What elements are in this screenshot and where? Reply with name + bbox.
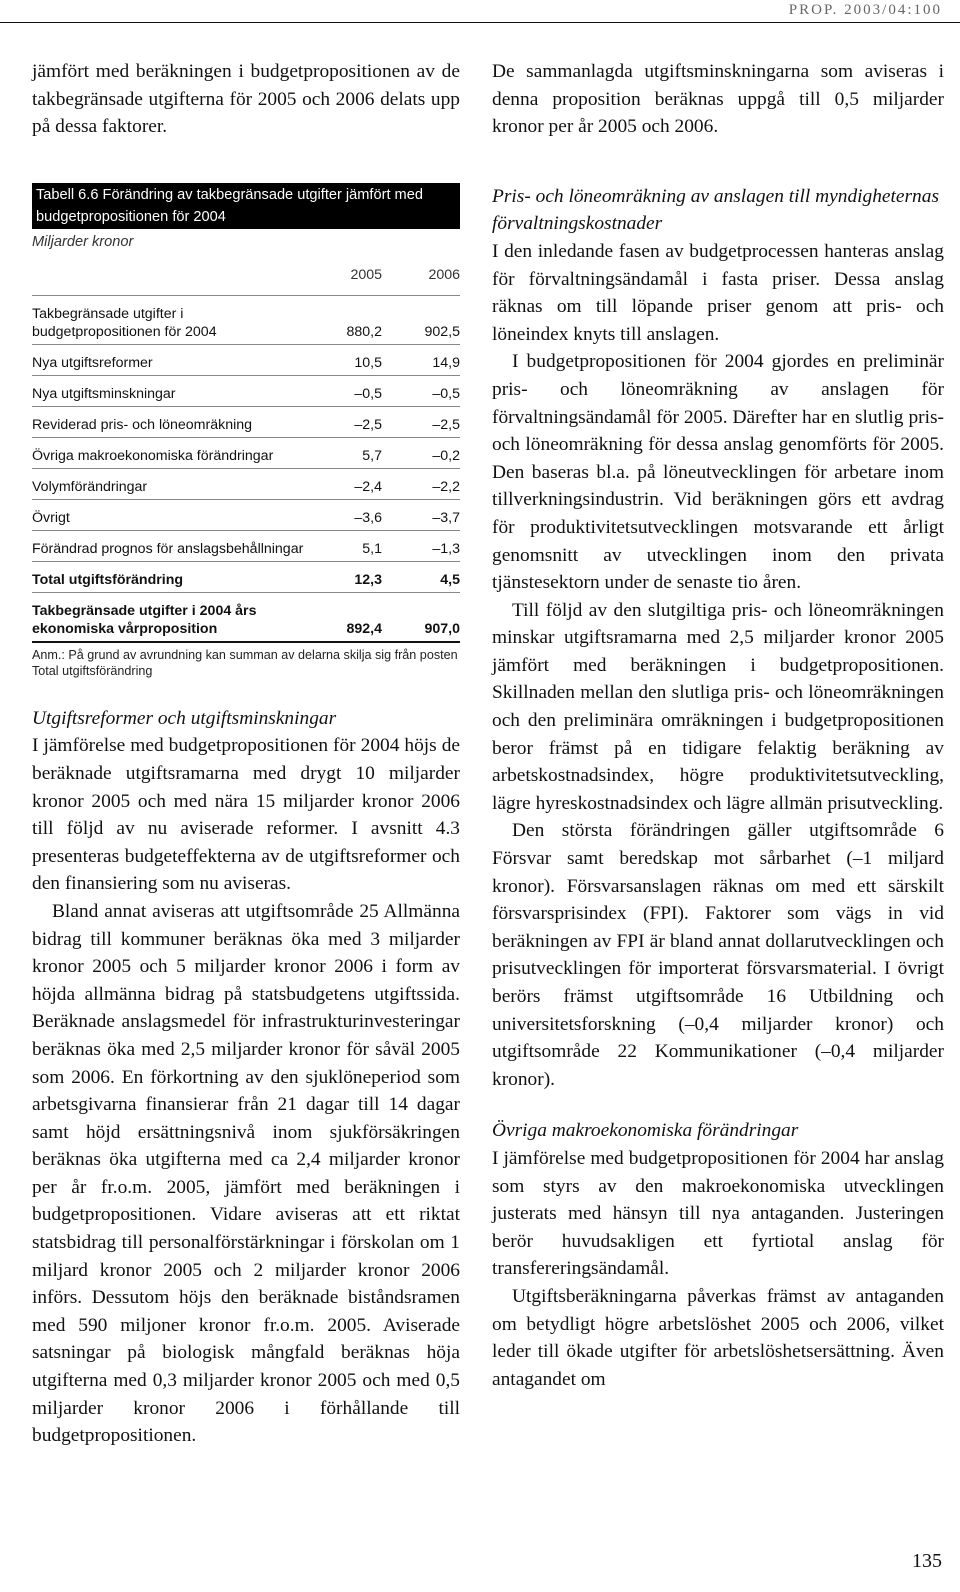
table-row-total [32,561,460,592]
row-value-2006: –1,3 [382,530,460,561]
header-2005: 2005 [304,267,382,296]
section-utgiftsreformer [32,705,460,1450]
row-value-2006: –2,5 [382,406,460,437]
table-row [32,437,460,468]
table-row [32,344,460,375]
row-label: Förändrad prognos för anslagsbehållningar [32,530,304,561]
section-heading: Utgiftsreformer och utgiftsminskningar [32,707,337,729]
row-value-2006: 902,5 [382,295,460,344]
left-column [32,58,460,1450]
row-value-2005: 10,5 [304,344,382,375]
row-label: Nya utgiftsminskningar [32,375,304,406]
row-value-2005: 880,2 [304,295,382,344]
table-row-final [32,592,460,642]
left-lead-paragraph: jämfört med beräkningen i budgetpropositionen av de takbegränsade utgifterna för 2005 och 2006 delats upp på dessa faktorer. [32,61,460,138]
row-label: Total utgiftsförändring [32,561,304,592]
table [32,267,460,643]
row-value-2005: 892,4 [304,592,382,642]
page-header [0,0,960,30]
table-row [32,295,460,344]
table-header-row [32,267,460,296]
row-value-2006: –0,2 [382,437,460,468]
row-label: Övrigt [32,499,304,530]
row-value-2005: 5,1 [304,530,382,561]
section-heading: Övriga makroekonomiska förändringar [492,1120,799,1142]
table-unit: Miljarder kronor [32,233,134,250]
row-value-2006: 907,0 [382,592,460,642]
row-value-2006: 14,9 [382,344,460,375]
row-value-2005: 5,7 [304,437,382,468]
row-value-2006: –3,7 [382,499,460,530]
row-label: Takbegränsade utgifter i 2004 års ekonomiska vårproposition [32,592,304,642]
section-ovriga-makro [492,1117,944,1393]
header-2006: 2006 [382,267,460,296]
paragraph: Bland annat aviseras att utgiftsområde 25 Allmänna bidrag till kommuner beräknas öka med 3 miljarder kronor 2005 och 5 miljarder kronor 2006 i form av höjda allmänna bidrag på statsbudgetens utgiftssida. Beräknade anslagsmedel för infrastrukturinvesteringar beräknas öka med 2,5 miljarder kronor för såväl 2005 som 2006. En förkortning av den sjuklöneperiod som arbetsgivarna finansierar från 21 dagar till 14 dagar samt höjd ersättningsnivå inom sjukförsäkringen beräknas öka utgifterna med ca 2,4 miljarder kronor per år fr.o.m. 2005, jämfört med beräkningen i budgetpropositionen. Vidare aviseras att ett riktat statsbidrag till personalförstärkningar i förskolan om 1 miljard kronor 2005 och 2 miljarder kronor 2006 införs. Dessutom höjs den beräknade biståndsramen med 590 miljoner kronor fr.o.m. 2005. Aviserade satsningar på biologisk mångfald beräknas höja utgifterna med 0,3 miljarder kronor 2005 och med 0,5 miljarder kronor 2006 i förhållande till budgetpropositionen. [32,900,460,1447]
header-rule [0,22,960,23]
paragraph: I budgetpropositionen för 2004 gjordes en preliminär pris- och löneomräkning av anslagen för förvaltningsändamål för 2005. Därefter har en slutlig pris- och löneomräkning för dessa anslag genomförts för 2005. Den baseras bl.a. på löneutvecklingen för arbetare inom tillverkningsindustrin. Vid beräkningen görs ett avdrag för produktivitetsutvecklingen motsvarande ett årligt genomsnitt av utvecklingen inom den privata tjänstesektorn under de senaste tio åren. [492,351,944,594]
budget-table [32,183,460,679]
row-label: Volymförändringar [32,468,304,499]
paragraph: I jämförelse med budgetpropositionen för 2004 har anslag som styrs av den makroekonomiska utvecklingen justerats med hänsyn till nya antaganden. Justeringen berör huvudsakligen ett fyrtiotal anslag för transfereringsändamål. [492,1147,944,1280]
row-label: Reviderad pris- och löneomräkning [32,406,304,437]
row-value-2006: –2,2 [382,468,460,499]
right-column [492,58,944,1393]
row-label: Takbegränsade utgifter i budgetpropositionen för 2004 [32,295,304,344]
table-row [32,530,460,561]
row-value-2006: –0,5 [382,375,460,406]
table-note: Anm.: På grund av avrundning kan summan av delarna skilja sig från posten Total utgiftsförändring [32,647,458,678]
table-row [32,406,460,437]
paragraph: I den inledande fasen av budgetprocessen hanteras anslag för förvaltningsändamål i fasta priser. Dessa anslag räknas om till löpande priser genom att pris- och löneindex knyts till anslagen. [492,240,944,345]
row-label: Övriga makroekonomiska förändringar [32,437,304,468]
paragraph: Till följd av den slutgiltiga pris- och löneomräkningen minskar utgiftsramarna med 2,5 miljarder kronor 2005 jämfört med beräkningen i budgetpropositionen. Skillnaden mellan den slutliga pris- och löneomräkningen och den preliminära omräkningen i budgetpropositionen beror främst på en tidigare felaktig beräkning av arbetskostnadsindex, högre produktivitetsutveckling, lägre hyreskostnadsindex och lägre allmän prisutveckling. [492,599,944,814]
table-row [32,375,460,406]
section-pris-och-lon [492,183,944,1094]
right-lead-paragraph: De sammanlagda utgiftsminskningarna som aviseras i denna proposition beräknas uppgå till 0,5 miljarder kronor per år 2005 och 2006. [492,61,944,138]
page-number: 135 [912,1550,942,1572]
table-row [32,468,460,499]
header-label-cell [32,267,304,296]
paragraph: I jämförelse med budgetpropositionen för 2004 höjs de beräknade utgiftsramarna med drygt 10 miljarder kronor 2005 och med nära 15 miljarder kronor 2006 till följd av nu aviserade reformer. I avsnitt 4.3 presenteras budgeteffekterna av de utgiftsreformer och den finansiering som nu aviseras. [32,735,460,895]
running-header: PROP. 2003/04:100 [788,2,942,18]
paragraph: Den största förändringen gäller utgiftsområde 6 Försvar samt beredskap mot sårbarhet (–1 miljard kronor). Försvarsanslagen räknas om med ett särskilt försvarsprisindex (FPI). Faktorer som vägs in vid beräkningen av FPI är bland annat dollarutvecklingen och prisutvecklingen för importerat försvarsmaterial. I övrigt berörs främst utgiftsområde 16 Utbildning och universitetsforskning (–0,4 miljarder kronor) och utgiftsområde 22 Kommunikationer (–0,4 miljarder kronor). [492,820,944,1090]
row-value-2005: –3,6 [304,499,382,530]
table-title: Tabell 6.6 Förändring av takbegränsade utgifter jämfört med budgetpropositionen för 2004 [32,183,460,229]
row-value-2006: 4,5 [382,561,460,592]
row-value-2005: –0,5 [304,375,382,406]
row-label: Nya utgiftsreformer [32,344,304,375]
paragraph: Utgiftsberäkningarna påverkas främst av antaganden om betydligt högre arbetslöshet 2005 och 2006, vilket leder till ökade utgifter för arbetslöshetsersättning. Även antagandet om [492,1285,944,1390]
section-heading: Pris- och löneomräkning av anslagen till myndigheternas förvaltningskostnader [492,185,939,235]
row-value-2005: 12,3 [304,561,382,592]
row-value-2005: –2,4 [304,468,382,499]
row-value-2005: –2,5 [304,406,382,437]
table-row [32,499,460,530]
